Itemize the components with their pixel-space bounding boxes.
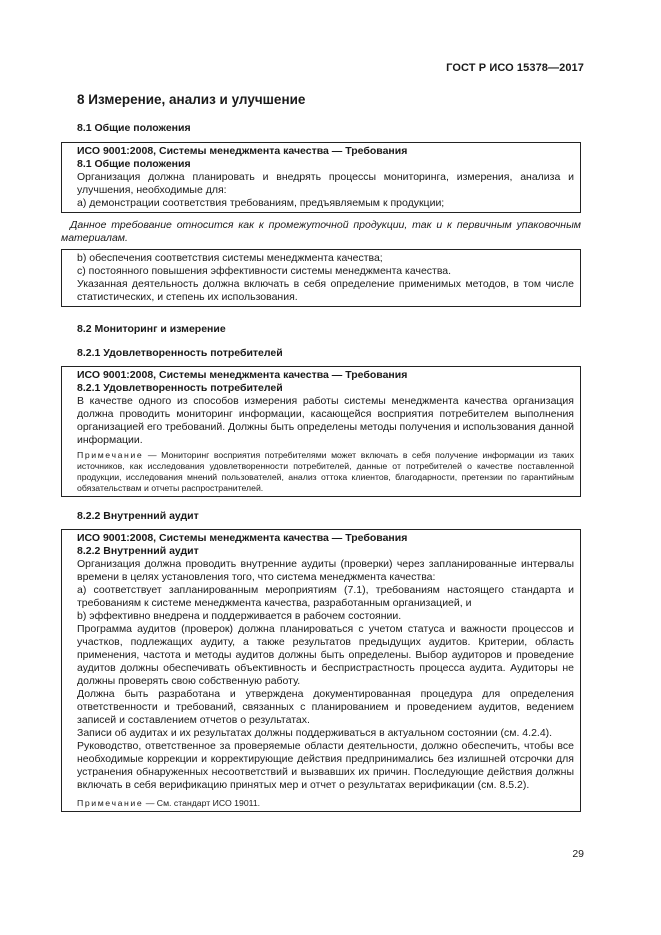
list-item-b: b) обеспечения соответствия системы менеджмента качества; xyxy=(77,252,383,264)
box-paragraph: Указанная деятельность должна включать в себя определение применимых методов, в том числе статистических, и степень их использования. xyxy=(77,278,574,303)
italic-note: Данное требование относится как к промежуточной продукции, так и к первичным упаковочным материалам. xyxy=(61,219,581,244)
note-text: — См. стандарт ИСО 19011. xyxy=(143,798,261,808)
box-title: ИСО 9001:2008, Системы менеджмента качества — Требования xyxy=(77,532,408,544)
note-text: — Мониторинг восприятия потребителями может включать в себя получение информации из таких источников, как исследования удовлетворенности потребителей, данные от потребителей о качестве поставленной продукции, исследования мнений пользователей, анализ оттока клиентов, благодарности, претензии по гарантийным обязательствам и отчеты распространителей. xyxy=(77,450,574,493)
list-item-c: c) постоянного повышения эффективности системы менеджмента качества. xyxy=(77,265,452,277)
list-item-a: a) соответствует запланированным мероприятиям (7.1), требованиям настоящего стандарта и требованиям к системе менеджмента качества, разработанным организацией, и xyxy=(77,584,574,609)
list-item-b: b) эффективно внедрена и поддерживается в рабочем состоянии. xyxy=(77,610,402,622)
note-label: Примечание xyxy=(77,798,144,808)
box-paragraph: Руководство, ответственное за проверяемые области деятельности, должно обеспечить, чтобы все необходимые коррекции и корректирующие действия предпринимались без излишней отсрочки для устранения обнаруженных несоответствий и вызвавших их причин. Последующие действия должны включать в себя верификацию принятых мер и отчет о результатах верификации (см. 8.5.2). xyxy=(77,740,574,791)
heading-8-1: 8.1 Общие положения xyxy=(77,122,191,134)
box-title: ИСО 9001:2008, Системы менеджмента качества — Требования xyxy=(77,145,408,157)
quote-box-8-1-part1 xyxy=(61,142,581,213)
heading-8-2-1: 8.2.1 Удовлетворенность потребителей xyxy=(77,347,283,359)
box-paragraph: Должна быть разработана и утверждена документированная процедура для определения ответственности и требований, связанных с планированием и проведением аудитов, ведением записей и составлением отчетов о результатах. xyxy=(77,688,574,726)
box-paragraph: Организация должна планировать и внедрять процессы мониторинга, измерения, анализа и улучшения, необходимые для: xyxy=(77,171,574,196)
quote-box-8-1-part2 xyxy=(61,249,581,307)
standard-id: ГОСТ Р ИСО 15378—2017 xyxy=(446,62,584,74)
heading-8-2: 8.2 Мониторинг и измерение xyxy=(77,323,226,335)
heading-8-2-2: 8.2.2 Внутренний аудит xyxy=(77,510,199,522)
box-paragraph: Программа аудитов (проверок) должна планироваться с учетом статуса и важности процессов и участков, подлежащих аудиту, а также результатов предыдущих аудитов. Критерии, область применения, частота и методы аудитов должны быть определены. Выбор аудиторов и проведение аудитов должны обеспечивать объективность и беспристрастность процесса аудита. Аудиторы не должны проверять свою собственную работу. xyxy=(77,623,574,687)
box-note xyxy=(68,798,574,809)
quote-box-8-2-2 xyxy=(61,529,581,812)
note-label: Примечание xyxy=(77,450,144,460)
box-paragraph: Организация должна проводить внутренние аудиты (проверки) через запланированные интервалы времени в целях установления того, что система менеджмента качества: xyxy=(77,558,574,583)
box-paragraph: Записи об аудитах и их результатах должны поддерживаться в актуальном состоянии (см. 4.2.4). xyxy=(77,727,553,739)
box-subtitle: 8.1 Общие положения xyxy=(77,158,191,170)
page-number: 29 xyxy=(572,848,584,860)
box-subtitle: 8.2.2 Внутренний аудит xyxy=(77,545,199,557)
list-item-a: a) демонстрации соответствия требованиям, предъявляемым к продукции; xyxy=(77,197,445,209)
box-subtitle: 8.2.1 Удовлетворенность потребителей xyxy=(77,382,283,394)
quote-box-8-2-1 xyxy=(61,366,581,497)
box-note xyxy=(68,450,574,494)
box-paragraph: В качестве одного из способов измерения работы системы менеджмента качества организация должна проводить мониторинг информации, касающейся восприятия потребителем выполнения организацией его требований. Должны быть определены методы получения и использования данной информации. xyxy=(77,395,574,446)
box-title: ИСО 9001:2008, Системы менеджмента качества — Требования xyxy=(77,369,408,381)
section-title: 8 Измерение, анализ и улучшение xyxy=(77,92,306,107)
